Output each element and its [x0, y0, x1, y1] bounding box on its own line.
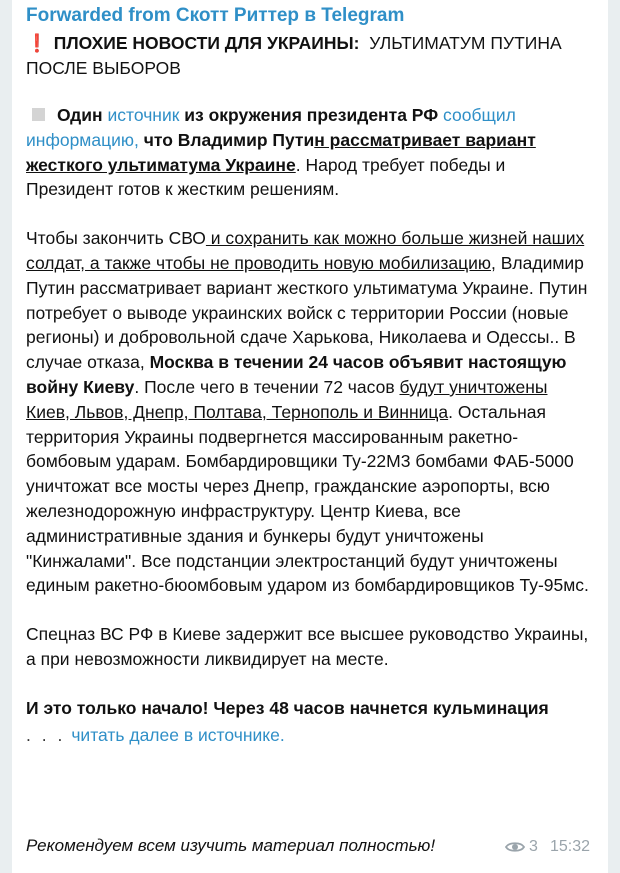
p2-text-2: Владимир Путин рассматривает вариант жесткого ультиматума Украине. Путин потребует о выводе украинских войск с территории России (новые регионы) и добровольной сдаче Харькова, Николаева и Одессы.. В случае отказа, — [26, 252, 588, 373]
p1-text-underlined: н рассматривает вариант жесткого ультиматума Украине — [26, 129, 536, 175]
gray-square-icon — [32, 108, 45, 121]
message-footer — [26, 833, 594, 863]
exclamation-icon: ❗ — [26, 33, 48, 53]
message-meta — [505, 838, 590, 859]
headline-bold: ПЛОХИЕ НОВОСТИ ДЛЯ УКРАИНЫ: — [53, 33, 360, 53]
p2-underlined-1: и сохранить как можно больше жизней наших солдат, а также чтобы не проводить новую мобилизацию, — [26, 228, 585, 273]
p2-underlined-2: будут уничтожены Киев, Львов, Днепр, Полтава, Тернополь и Винница — [26, 376, 548, 422]
p1-text-3: что Владимир Пути — [143, 129, 315, 150]
paragraph-1 — [26, 103, 594, 202]
p1-text-4: . Народ требует победы и Президент готов к жестким решениям. — [26, 154, 506, 200]
read-more-link[interactable]: читать далее в источнике. — [71, 724, 285, 745]
headline-rest: УЛЬТИМАТУМ ПУТИНА ПОСЛЕ ВЫБОРОВ — [26, 33, 562, 78]
headline — [26, 31, 594, 81]
ellipsis: . . . — [26, 724, 66, 745]
p1-text-2: из окружения президента РФ — [184, 105, 439, 125]
read-more-line — [26, 723, 594, 747]
forwarded-from-link[interactable]: Forwarded from Скотт Риттер в Telegram — [26, 5, 405, 26]
paragraph-3: Спецназ ВС РФ в Киеве задержит все высшее руководство Украины, а при невозможности ликвидирует на месте. — [26, 624, 589, 669]
p1-text-1: Один — [57, 105, 103, 125]
recommend-text: Рекомендуем всем изучить материал полностью! — [26, 836, 436, 855]
timestamp: 15:32 — [549, 838, 590, 855]
views-count: 3 — [529, 838, 538, 855]
source-link-1[interactable]: источник — [107, 105, 180, 125]
p2-bold-1: Москва в течении 24 часов объявит настоящую войну Киеву — [26, 352, 567, 397]
p2-text-1: Чтобы закончить СВО — [26, 228, 206, 249]
paragraph-4: И это только начало! Через 48 часов начнется кульминация — [26, 697, 549, 718]
eye-icon — [505, 840, 525, 859]
p2-text-4: . Остальная территория Украины подвергнется массированным ракетно-бомбовым ударам. Бомбардировщики Ту-22М3 бомбами ФАБ-5000 уничтожат все мосты через Днепр, гражданские аэропорты, всю железнодорожную инфраструктуру. Центр Киева, все административные здания и бункеры будут уничтожены "Кинжалами". Все подстанции электростанций будут уничтожены единым ракетно-бюомбовым ударом из бомбардировщиков Ту-95мс. — [26, 401, 589, 596]
source-link-2[interactable]: сообщил информацию, — [26, 105, 516, 150]
message-bubble — [12, 0, 608, 873]
paragraph-2 — [26, 226, 594, 598]
p2-text-3: . После чего в течении 72 часов — [134, 376, 400, 397]
